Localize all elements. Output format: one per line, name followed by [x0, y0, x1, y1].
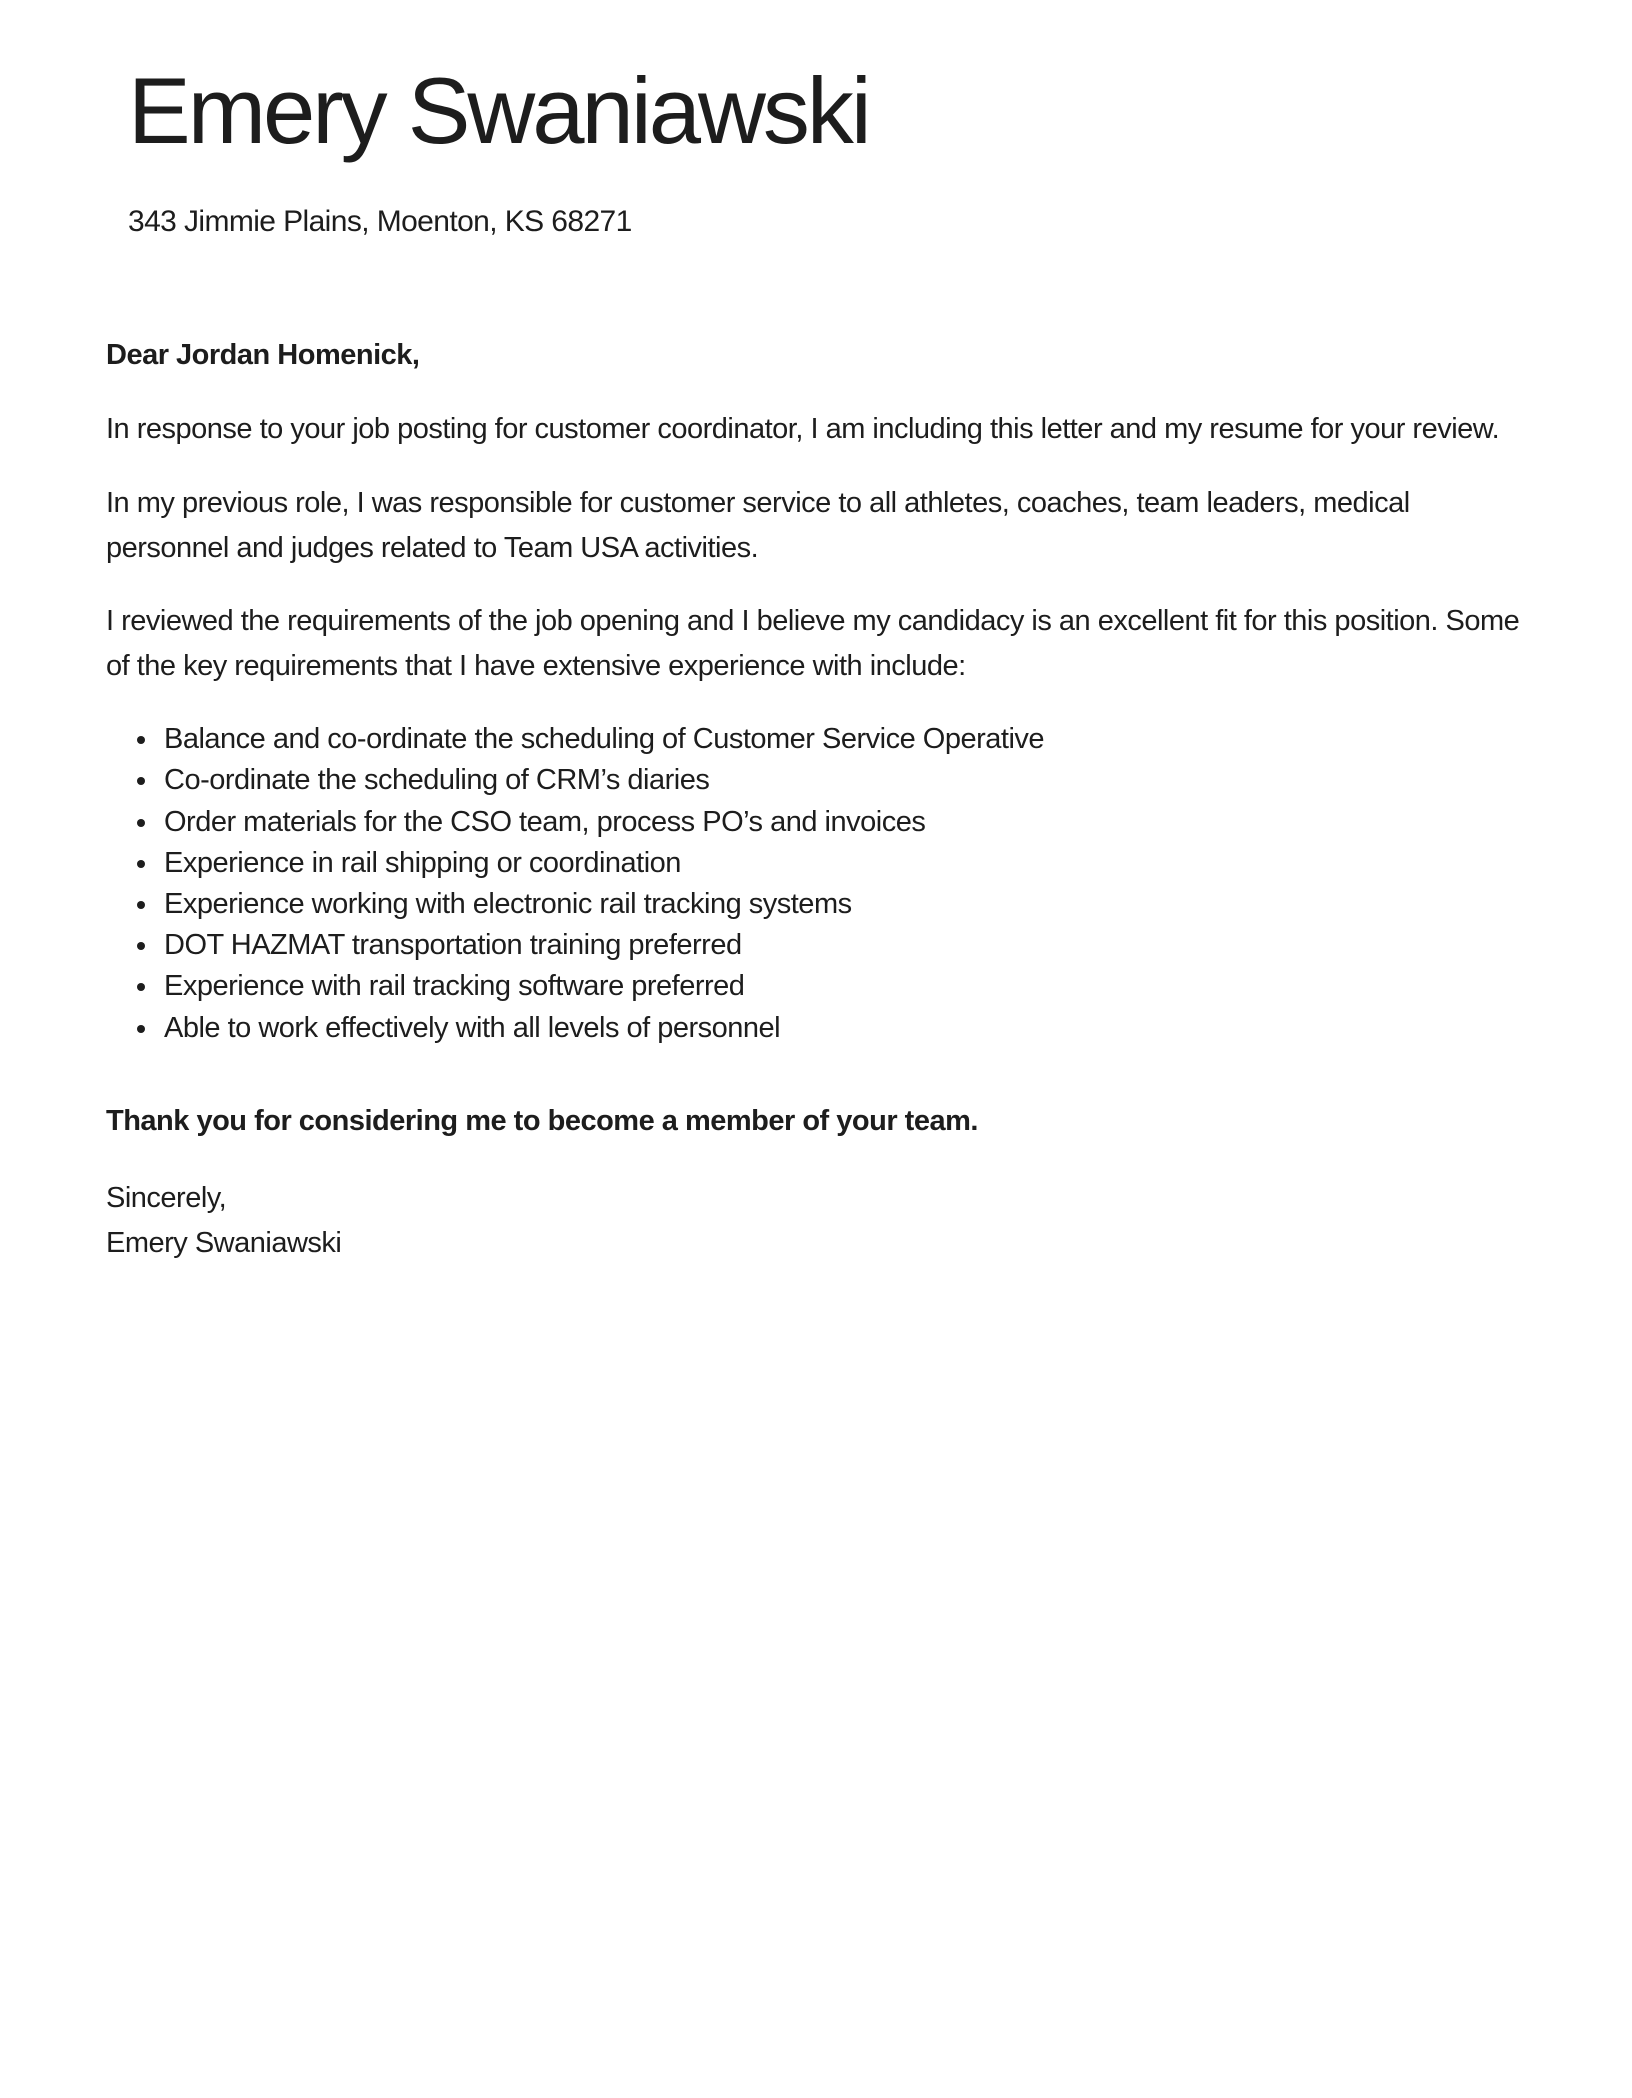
letter-header	[106, 58, 1522, 239]
requirements-list	[106, 719, 1522, 1048]
list-item: • Experience working with electronic rail tracking systems	[160, 884, 1522, 925]
list-item: • DOT HAZMAT transportation training preferred	[160, 925, 1522, 966]
list-item: • Balance and co-ordinate the scheduling of Customer Service Operative	[160, 719, 1522, 760]
list-item: • Order materials for the CSO team, process PO’s and invoices	[160, 802, 1522, 843]
list-item: • Experience with rail tracking software preferred	[160, 966, 1522, 1007]
paragraph-previous-role: In my previous role, I was responsible for customer service to all athletes, coaches, team leaders, medical personnel and judges related to Team USA activities.	[106, 486, 1410, 564]
sender-name: Emery Swaniawski	[128, 58, 869, 163]
list-item: • Experience in rail shipping or coordination	[160, 843, 1522, 884]
letter-body	[106, 333, 1522, 1266]
closing-thanks: Thank you for considering me to become a member of your team.	[106, 1104, 978, 1137]
signoff-block	[106, 1176, 1522, 1266]
sign-off: Sincerely,	[106, 1181, 227, 1214]
sender-address: 343 Jimmie Plains, Moenton, KS 68271	[128, 204, 632, 238]
paragraph-intro: In response to your job posting for customer coordinator, I am including this letter and my resume for your review.	[106, 412, 1500, 445]
list-item: • Able to work effectively with all levels of personnel	[160, 1008, 1522, 1049]
greeting: Dear Jordan Homenick,	[106, 338, 420, 371]
paragraph-requirements-lead: I reviewed the requirements of the job opening and I believe my candidacy is an excellent fit for this position. Some of the key requirements that I have extensive experience with include:	[106, 605, 1520, 683]
list-item: • Co-ordinate the scheduling of CRM’s diaries	[160, 760, 1522, 801]
signature-name: Emery Swaniawski	[106, 1226, 342, 1259]
